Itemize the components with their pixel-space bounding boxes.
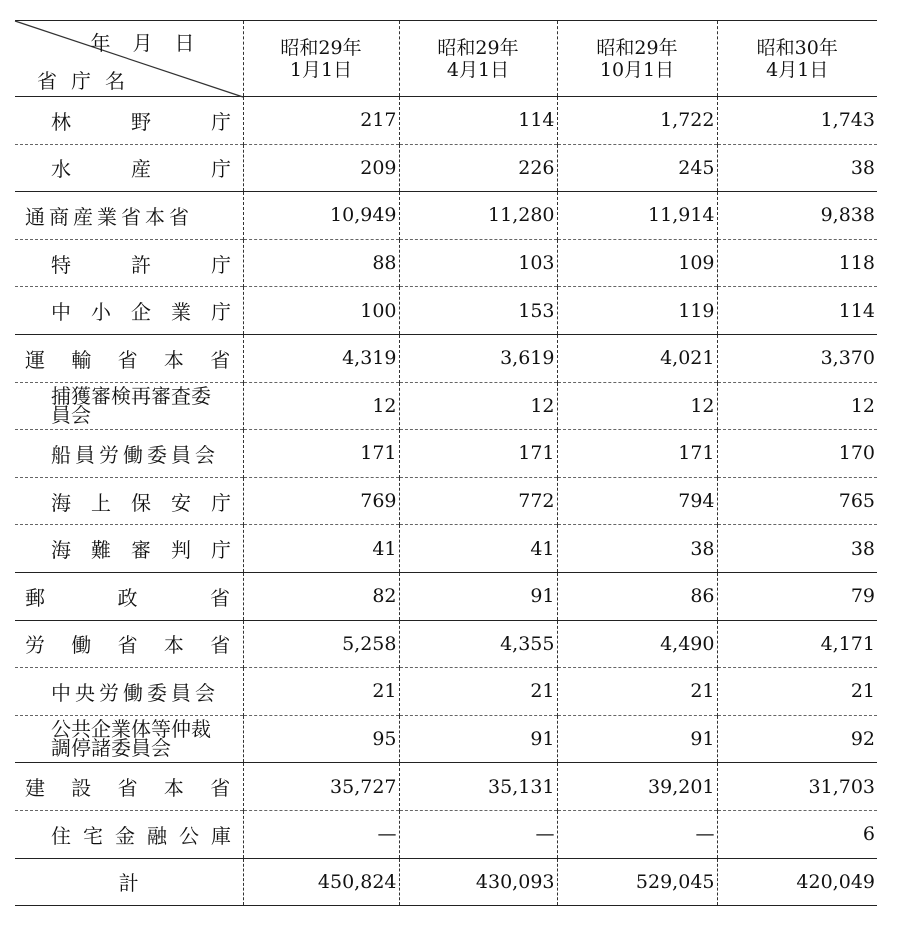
org-name: 中央労働委員会 [51, 680, 219, 705]
org-name-cell [15, 668, 243, 716]
date-header-2-line2: 4月1日 [446, 58, 510, 81]
table-row [15, 572, 877, 620]
value-cell: — [243, 810, 399, 858]
total-value-cell: 529,045 [557, 858, 717, 906]
org-name-two-line [15, 383, 243, 427]
value-cell: 79 [717, 572, 877, 620]
value-cell: 6 [717, 810, 877, 858]
value-cell: 114 [717, 287, 877, 335]
table-row [15, 239, 877, 287]
table-row [15, 525, 877, 573]
total-value-cell: 430,093 [399, 858, 557, 906]
value-cell: 109 [557, 239, 717, 287]
date-header-4 [717, 21, 877, 97]
total-row [15, 858, 877, 906]
table-row [15, 620, 877, 668]
value-cell: 11,280 [399, 192, 557, 240]
table-body [15, 97, 877, 906]
value-cell: 95 [243, 715, 399, 763]
date-header-1-line2: 1月1日 [289, 58, 353, 81]
org-name-line2: 員会 [51, 402, 91, 427]
table-row [15, 668, 877, 716]
value-cell: 91 [399, 715, 557, 763]
date-header-4-line1: 昭和30年 [756, 36, 838, 59]
value-cell: 12 [557, 382, 717, 430]
value-cell: 4,319 [243, 334, 399, 382]
value-cell: 153 [399, 287, 557, 335]
value-cell: 4,171 [717, 620, 877, 668]
value-cell: 170 [717, 430, 877, 478]
table-row [15, 810, 877, 858]
table-row [15, 334, 877, 382]
total-label: 計 [15, 858, 243, 906]
value-cell: 100 [243, 287, 399, 335]
date-header-1-line1: 昭和29年 [280, 36, 362, 59]
value-cell: 38 [557, 525, 717, 573]
value-cell: 39,201 [557, 763, 717, 811]
table-row [15, 97, 877, 145]
date-header-4-line2: 4月1日 [766, 58, 829, 81]
value-cell: 4,490 [557, 620, 717, 668]
value-cell: 1,743 [717, 97, 877, 145]
org-name-cell [15, 287, 251, 335]
table-row [15, 192, 877, 240]
value-cell: 765 [717, 477, 877, 525]
value-cell: 10,949 [243, 192, 399, 240]
org-name: 林野庁 [51, 109, 291, 134]
org-name: 水産庁 [51, 157, 291, 182]
org-name-cell [15, 239, 291, 287]
value-cell: 772 [399, 477, 557, 525]
org-name-line1: 捕獲審検再審査委 [51, 383, 211, 408]
value-cell: 114 [399, 97, 557, 145]
org-name-cell [15, 525, 251, 573]
org-name-cell [15, 382, 243, 430]
date-header-3-line2: 10月1日 [599, 58, 675, 81]
org-name-cell [15, 572, 303, 620]
value-cell: 88 [243, 239, 399, 287]
value-cell: 794 [557, 477, 717, 525]
value-cell: 209 [243, 144, 399, 192]
org-name-cell [15, 715, 243, 763]
total-value-cell: 450,824 [243, 858, 399, 906]
table-row [15, 144, 877, 192]
personnel-table-document [15, 20, 877, 906]
value-cell: 21 [243, 668, 399, 716]
value-cell: 86 [557, 572, 717, 620]
org-name: 建設省本省 [25, 776, 257, 801]
org-name-line1: 公共企業体等仲裁 [51, 717, 211, 742]
org-name: 労働省本省 [25, 633, 257, 658]
value-cell: 91 [557, 715, 717, 763]
org-name: 海難審判庁 [51, 538, 251, 563]
value-cell: 3,370 [717, 334, 877, 382]
value-cell: 118 [717, 239, 877, 287]
value-cell: 21 [557, 668, 717, 716]
table-row [15, 430, 877, 478]
table-row [15, 715, 877, 763]
value-cell: 35,131 [399, 763, 557, 811]
org-name: 通商産業省本省 [25, 204, 193, 229]
header-row [15, 21, 877, 97]
value-cell: 31,703 [717, 763, 877, 811]
org-name: 住宅金融公庫 [51, 823, 243, 848]
date-header-1 [243, 21, 399, 97]
org-name-cell [15, 477, 251, 525]
value-cell: 82 [243, 572, 399, 620]
date-header-2-line1: 昭和29年 [437, 36, 519, 59]
corner-org-label: 省庁名 [37, 69, 139, 93]
value-cell: — [557, 810, 717, 858]
value-cell: 12 [717, 382, 877, 430]
corner-header-cell [15, 21, 243, 97]
value-cell: 21 [399, 668, 557, 716]
table-row [15, 763, 877, 811]
org-name-cell [15, 620, 257, 668]
date-header-3 [557, 21, 717, 97]
org-name-cell [15, 144, 291, 192]
value-cell: 12 [399, 382, 557, 430]
value-cell: 91 [399, 572, 557, 620]
date-header-3-line1: 昭和29年 [596, 36, 678, 59]
value-cell: 21 [717, 668, 877, 716]
table-row [15, 287, 877, 335]
org-name: 郵政省 [25, 585, 303, 610]
total-value-cell: 420,049 [717, 858, 877, 906]
value-cell: 4,355 [399, 620, 557, 668]
table-row [15, 382, 877, 430]
personnel-table [15, 20, 877, 906]
org-name-cell [15, 192, 243, 240]
corner-date-label: 年月日 [90, 31, 217, 55]
value-cell: 11,914 [557, 192, 717, 240]
org-name-cell [15, 334, 257, 382]
org-name: 中小企業庁 [51, 300, 251, 325]
value-cell: 171 [557, 430, 717, 478]
value-cell: 4,021 [557, 334, 717, 382]
value-cell: — [399, 810, 557, 858]
value-cell: 3,619 [399, 334, 557, 382]
org-name-cell [15, 97, 291, 145]
value-cell: 119 [557, 287, 717, 335]
value-cell: 1,722 [557, 97, 717, 145]
org-name-cell [15, 810, 243, 858]
value-cell: 245 [557, 144, 717, 192]
value-cell: 38 [717, 144, 877, 192]
value-cell: 171 [399, 430, 557, 478]
value-cell: 226 [399, 144, 557, 192]
date-header-2 [399, 21, 557, 97]
value-cell: 41 [243, 525, 399, 573]
org-name-cell [15, 430, 243, 478]
value-cell: 171 [243, 430, 399, 478]
org-name-line2: 調停諸委員会 [51, 736, 171, 761]
org-name: 特許庁 [51, 252, 291, 277]
table-row [15, 477, 877, 525]
value-cell: 35,727 [243, 763, 399, 811]
org-name: 海上保安庁 [51, 490, 251, 515]
value-cell: 5,258 [243, 620, 399, 668]
value-cell: 103 [399, 239, 557, 287]
value-cell: 9,838 [717, 192, 877, 240]
value-cell: 38 [717, 525, 877, 573]
org-name: 運輸省本省 [25, 347, 257, 372]
value-cell: 41 [399, 525, 557, 573]
value-cell: 92 [717, 715, 877, 763]
org-name-cell [15, 763, 257, 811]
value-cell: 12 [243, 382, 399, 430]
value-cell: 769 [243, 477, 399, 525]
org-name-two-line [15, 717, 243, 761]
value-cell: 217 [243, 97, 399, 145]
org-name: 船員労働委員会 [51, 442, 219, 467]
